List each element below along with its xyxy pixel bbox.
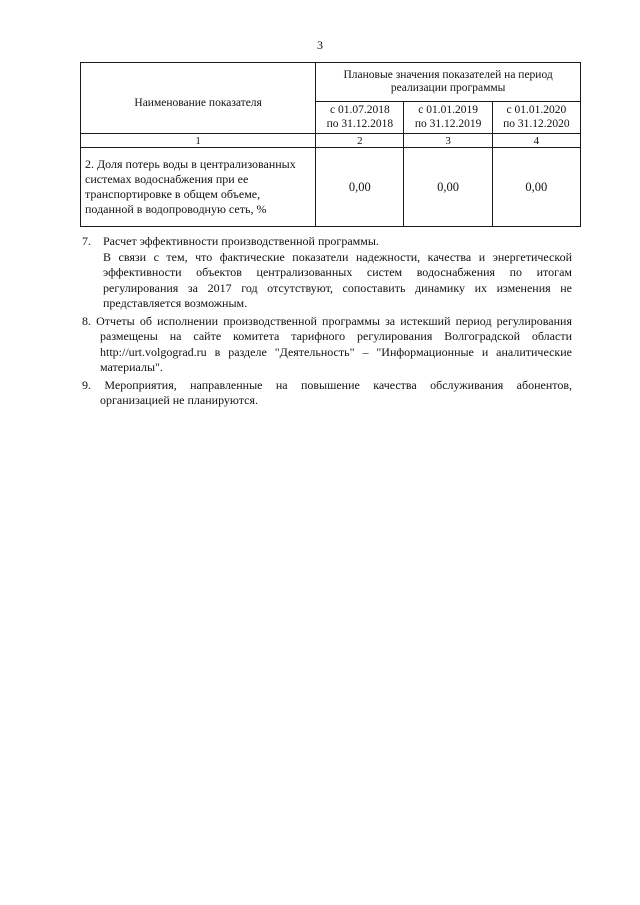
header-period-2019: с 01.01.2019 по 31.12.2019 (404, 102, 492, 134)
list-item-9 (82, 378, 572, 409)
header-indicator-name: Наименование показателя (81, 63, 316, 134)
header-period-2018: с 01.07.2018 по 31.12.2018 (316, 102, 404, 134)
header-period-2020: с 01.01.2020 по 31.12.2020 (492, 102, 580, 134)
value-2018: 0,00 (316, 148, 404, 227)
column-number-row (81, 134, 581, 148)
header-planned-values: Плановые значения показателей на период реализации программы (316, 63, 581, 102)
item-title: Расчет эффективности производственной программы. (103, 234, 379, 248)
column-number: 4 (492, 134, 580, 148)
indicators-table (80, 62, 581, 227)
value-2019: 0,00 (404, 148, 492, 227)
indicator-water-loss: 2. Доля потерь воды в централизованных системах водоснабжения при ее транспортировке в общем объеме, поданной в водопроводную сеть, % (81, 148, 316, 227)
column-number: 3 (404, 134, 492, 148)
column-number: 2 (316, 134, 404, 148)
item-number: 7. (82, 234, 91, 248)
value-2020: 0,00 (492, 148, 580, 227)
column-number: 1 (81, 134, 316, 148)
item-paragraph: 9. Мероприятия, направленные на повышение качества обслуживания абонентов, организацией не планируются. (82, 377, 572, 407)
list-item-7 (82, 234, 572, 312)
numbered-list (82, 234, 572, 411)
item-paragraph: В связи с тем, что фактические показатели надежности, качества и энергетической эффективности объектов централизованных систем водоснабжения по итогам регулирования за 2017 год отсутствуют, сопоставить динамику их изменения не представляется возможным. (103, 249, 572, 310)
table-row (81, 148, 581, 227)
page-number: 3 (317, 38, 323, 52)
table-header-row (81, 63, 581, 102)
item-paragraph: 8. Отчеты об исполнении производственной программы за истекший период регулирования размещены на сайте комитета тарифного регулирования Волгоградской области http://urt.volgograd.ru в разделе "Деятельность" – "Информационные и аналитические материалы". (82, 313, 572, 374)
list-item-8 (82, 314, 572, 376)
